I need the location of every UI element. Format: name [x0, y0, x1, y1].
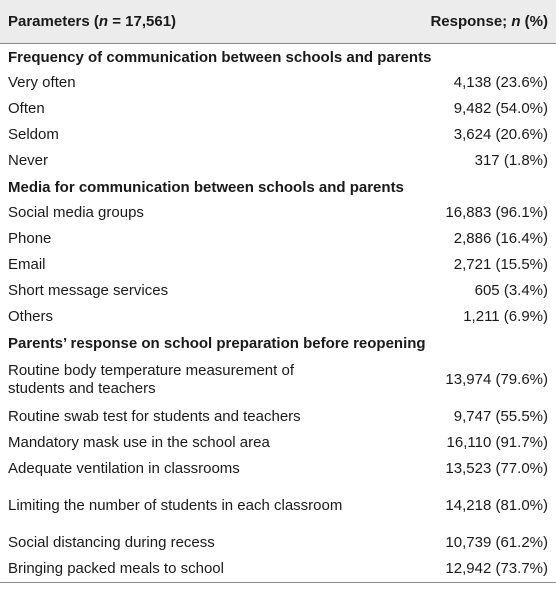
table-row — [0, 200, 556, 226]
section-title: Frequency of communication between schools and parents — [8, 48, 432, 66]
table-row — [0, 304, 556, 330]
row-value: 9,482 (54.0%) — [453, 100, 548, 117]
row-label: Phone — [8, 230, 52, 247]
row-value: 14,218 (81.0%) — [445, 497, 548, 514]
section-heading-frequency — [0, 44, 556, 71]
section-heading-preparation — [0, 330, 556, 356]
row-label: Very often — [8, 74, 76, 91]
table-row — [0, 252, 556, 278]
row-value: 4,138 (23.6%) — [453, 74, 548, 91]
row-value: 13,523 (77.0%) — [445, 460, 548, 477]
row-value: 605 (3.4%) — [474, 282, 548, 299]
row-value: 1,211 (6.9%) — [463, 308, 548, 325]
section-title: Parents’ response on school preparation before reopening — [8, 334, 426, 352]
row-label: Mandatory mask use in the school area — [8, 434, 270, 451]
row-value: 16,110 (91.7%) — [446, 434, 548, 451]
row-label: Short message services — [8, 282, 169, 299]
section-title: Media for communication between schools and parents — [8, 178, 404, 196]
row-label: Seldom — [8, 126, 59, 143]
row-label: Routine swab test for students and teachers — [8, 408, 301, 425]
row-label: Social media groups — [8, 204, 144, 221]
table-row — [0, 70, 556, 96]
table-row — [0, 430, 556, 456]
row-label: Routine body temperature measurement of students and teachers — [8, 362, 294, 397]
row-value: 3,624 (20.6%) — [453, 126, 548, 143]
row-label: Bringing packed meals to school — [0, 556, 380, 583]
table-row — [0, 148, 556, 174]
table-row — [0, 556, 556, 583]
response-header: Response; n (%) — [380, 0, 556, 44]
row-label: Others — [8, 308, 54, 325]
table-row — [0, 482, 556, 530]
table-row — [0, 226, 556, 252]
row-label: Never — [8, 152, 49, 169]
row-label: Adequate ventilation in classrooms — [8, 460, 240, 477]
table-row — [0, 404, 556, 430]
table-row — [0, 456, 556, 482]
row-label: Email — [8, 256, 46, 273]
row-value: 317 (1.8%) — [474, 152, 548, 169]
table-row — [0, 96, 556, 122]
section-heading-media — [0, 174, 556, 200]
row-value: 16,883 (96.1%) — [445, 204, 548, 221]
row-value: 13,974 (79.6%) — [445, 371, 548, 388]
parameters-header: Parameters (n = 17,561) — [0, 0, 380, 44]
table-row — [0, 122, 556, 148]
row-label: Often — [8, 100, 45, 117]
table-header-row — [0, 0, 556, 44]
row-value: 2,721 (15.5%) — [453, 256, 548, 273]
row-value: 2,886 (16.4%) — [453, 230, 548, 247]
row-value: 9,747 (55.5%) — [453, 408, 548, 425]
row-value: 12,942 (73.7%) — [380, 556, 556, 583]
table-row — [0, 530, 556, 556]
row-label: Social distancing during recess — [8, 534, 215, 551]
table-row — [0, 356, 556, 404]
row-value: 10,739 (61.2%) — [445, 534, 548, 551]
row-label: Limiting the number of students in each classroom — [8, 497, 343, 514]
table-row — [0, 278, 556, 304]
